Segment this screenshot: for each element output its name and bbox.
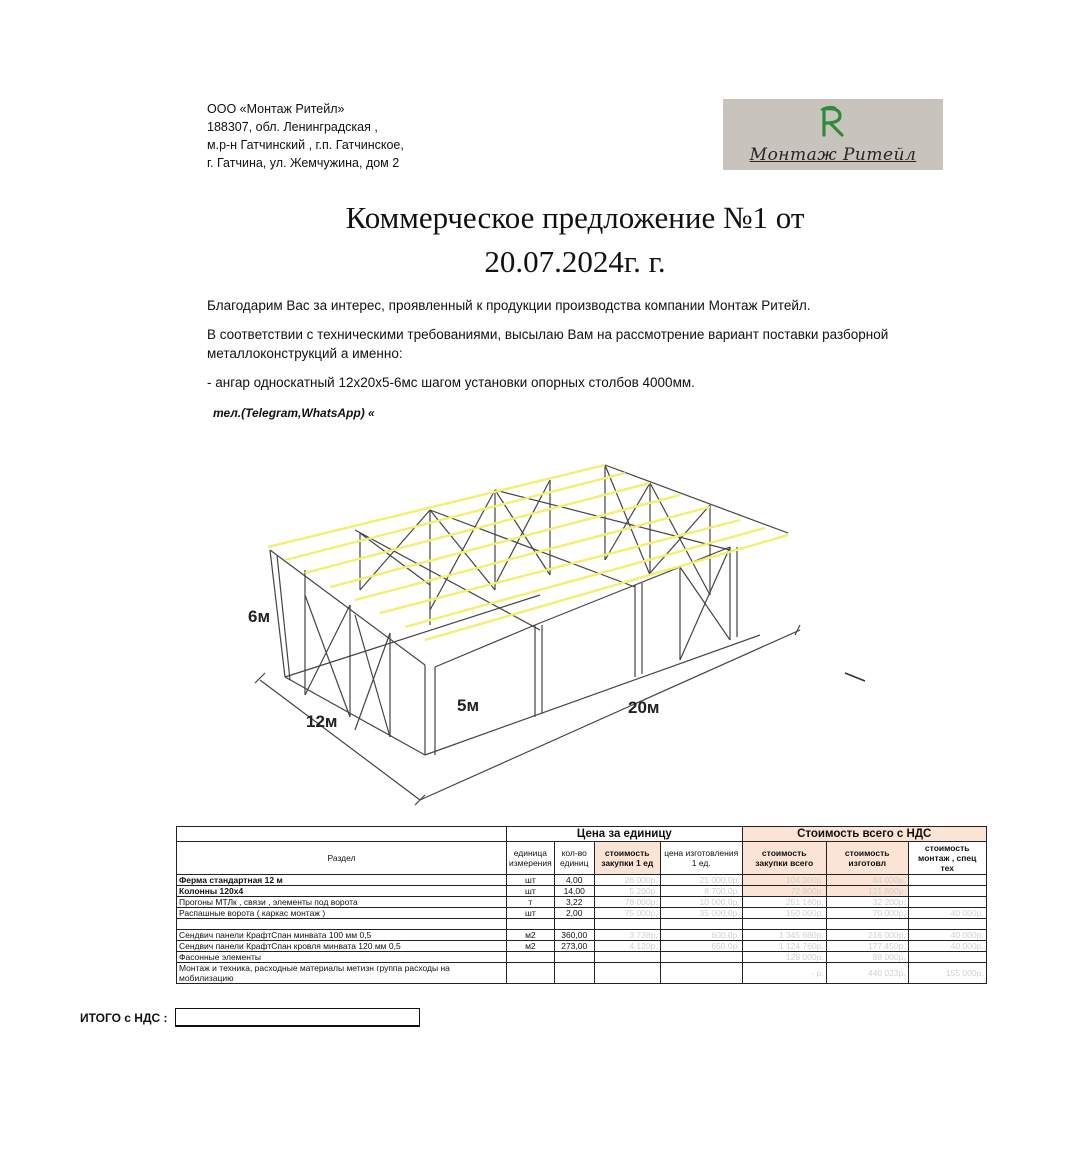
row-purchase-total-cell: - р. xyxy=(742,963,826,984)
company-address-line: г. Гатчина, ул. Жемчужина, дом 2 xyxy=(207,156,400,170)
row-qty-cell: 273,00 xyxy=(554,941,594,952)
row-purchase-total-cell: 251 160р. xyxy=(742,897,826,908)
total-value-field xyxy=(175,1008,420,1027)
table-row xyxy=(177,908,987,919)
row-manufacture-total-cell: 88 000р. xyxy=(826,952,908,963)
table-group-header xyxy=(177,827,987,842)
row-purchase-total-cell: 1 124 760р. xyxy=(742,941,826,952)
row-manufacture-total-cell: 32 200р. xyxy=(826,897,908,908)
height-high-label: 6м xyxy=(248,607,271,626)
row-name-cell: Прогоны МТЛк , связи , элементы под ворота xyxy=(177,897,507,908)
row-qty-cell: 360,00 xyxy=(554,930,594,941)
company-address-line: м.р-н Гатчинский , г.п. Гатчинское, xyxy=(207,138,404,152)
column-header-manufacture-total: стоимость изготовл xyxy=(826,842,908,875)
row-manufacture-unit-cell: 8 700,0р. xyxy=(660,886,742,897)
row-manufacture-unit-cell: 21 000,0р. xyxy=(660,875,742,886)
column-header-section: Раздел xyxy=(177,842,507,875)
table-row xyxy=(177,941,987,952)
row-purchase-unit-cell: 26 000р. xyxy=(594,875,660,886)
table-cell xyxy=(660,919,742,930)
row-purchase-total-cell: 150 000р. xyxy=(742,908,826,919)
row-name-cell: Сендвич панели КрафтСпан минвата 100 мм 0,5 xyxy=(177,930,507,941)
company-name: ООО «Монтаж Ритейл» xyxy=(207,102,345,116)
logo-brand-text: Монтаж Ритейл xyxy=(749,145,917,165)
title-date-line: 20.07.2024г. г. xyxy=(484,244,666,279)
row-unit-cell xyxy=(507,952,555,963)
table-row xyxy=(177,963,987,984)
column-header-unit: единица измерения xyxy=(507,842,555,875)
table-row xyxy=(177,875,987,886)
row-purchase-unit-cell: 5 200р. xyxy=(594,886,660,897)
row-purchase-unit-cell: 78 000р. xyxy=(594,897,660,908)
table-cell xyxy=(742,919,826,930)
row-unit-cell: шт xyxy=(507,908,555,919)
row-name-cell: Распашные ворота ( каркас монтаж ) xyxy=(177,908,507,919)
row-unit-cell xyxy=(507,963,555,984)
price-table xyxy=(176,826,987,984)
row-unit-cell: т xyxy=(507,897,555,908)
column-header-purchase-unit: стоимость закупки 1 ед xyxy=(594,842,660,875)
row-name-cell: Ферма стандартная 12 м xyxy=(177,875,507,886)
row-unit-cell: шт xyxy=(507,886,555,897)
table-cell xyxy=(507,919,555,930)
row-qty-cell xyxy=(554,952,594,963)
column-header-purchase-total: стоимость закупки всего xyxy=(742,842,826,875)
row-install-cell: 40 000р. xyxy=(908,930,986,941)
row-install-cell xyxy=(908,897,986,908)
row-install-cell xyxy=(908,875,986,886)
company-logo xyxy=(723,99,943,170)
table-row xyxy=(177,952,987,963)
item-paragraph: - ангар односкатный 12х20х5-6мс шагом установки опорных столбов 4000мм. xyxy=(207,375,695,390)
logo-r-icon xyxy=(818,105,848,139)
column-header-install: стоимость монтаж , спец тех xyxy=(908,842,986,875)
row-manufacture-total-cell: 121 800р. xyxy=(826,886,908,897)
total-group-header: Стоимость всего с НДС xyxy=(742,827,986,842)
row-manufacture-unit-cell: 35 000,0р. xyxy=(660,908,742,919)
row-install-cell: 40 000р. xyxy=(908,908,986,919)
table-cell xyxy=(594,919,660,930)
phone-contact: тел.(Telegram,WhatsApp) « xyxy=(213,406,375,420)
table-row xyxy=(177,930,987,941)
row-name-cell: Фасонные элементы xyxy=(177,952,507,963)
row-install-cell: 40 000р. xyxy=(908,941,986,952)
table-cell xyxy=(908,919,986,930)
row-name-cell: Колонны 120х4 xyxy=(177,886,507,897)
row-install-cell xyxy=(908,886,986,897)
hangar-drawing xyxy=(240,455,880,815)
row-install-cell: 155 000р. xyxy=(908,963,986,984)
row-install-cell xyxy=(908,952,986,963)
row-manufacture-unit-cell: 650,0р. xyxy=(660,941,742,952)
row-manufacture-total-cell: 440 023р. xyxy=(826,963,908,984)
column-header-qty: кол-во единиц xyxy=(554,842,594,875)
length-label: 20м xyxy=(628,698,660,717)
total-label: ИТОГО с НДС : xyxy=(80,1011,168,1025)
row-purchase-unit-cell xyxy=(594,963,660,984)
company-address xyxy=(207,100,404,172)
row-purchase-total-cell: 104 000р. xyxy=(742,875,826,886)
row-manufacture-total-cell: 70 000р. xyxy=(826,908,908,919)
height-low-label: 5м xyxy=(457,696,480,715)
row-manufacture-unit-cell xyxy=(660,963,742,984)
table-column-header xyxy=(177,842,987,875)
table-row xyxy=(177,886,987,897)
table-spacer-row xyxy=(177,919,987,930)
width-label: 12м xyxy=(306,712,338,731)
company-address-line: 188307, обл. Ленинградская , xyxy=(207,120,378,134)
table-cell xyxy=(554,919,594,930)
row-purchase-unit-cell: 75 000р. xyxy=(594,908,660,919)
row-purchase-total-cell: 1 345 680р. xyxy=(742,930,826,941)
row-qty-cell: 2,00 xyxy=(554,908,594,919)
row-unit-cell: шт xyxy=(507,875,555,886)
table-cell xyxy=(177,919,507,930)
row-qty-cell: 14,00 xyxy=(554,886,594,897)
unit-price-group-header: Цена за единицу xyxy=(507,827,743,842)
thanks-paragraph: Благодарим Вас за интерес, проявленный к продукции производства компании Монтаж Ритейл. xyxy=(207,298,811,313)
row-name-cell: Монтаж и техника, расходные материалы метизн группа расходы на мобилизацию xyxy=(177,963,507,984)
table-row xyxy=(177,897,987,908)
row-purchase-unit-cell xyxy=(594,952,660,963)
row-manufacture-total-cell: 177 450р. xyxy=(826,941,908,952)
row-unit-cell: м2 xyxy=(507,930,555,941)
row-qty-cell xyxy=(554,963,594,984)
row-unit-cell: м2 xyxy=(507,941,555,952)
row-qty-cell: 3,22 xyxy=(554,897,594,908)
row-name-cell: Сендвич панели КрафтСпан кровля минвата 120 мм 0,5 xyxy=(177,941,507,952)
row-manufacture-total-cell: 84 000р. xyxy=(826,875,908,886)
row-purchase-total-cell: 128 000р. xyxy=(742,952,826,963)
row-manufacture-unit-cell: 10 000,0р. xyxy=(660,897,742,908)
row-manufacture-unit-cell xyxy=(660,952,742,963)
offer-paragraph: В соответствии с техническими требованиями, высылаю Вам на рассмотрение вариант поставки разборной металлоконструкций а именно: xyxy=(207,327,889,361)
row-manufacture-unit-cell: 600,0р. xyxy=(660,930,742,941)
row-purchase-total-cell: 72 800р. xyxy=(742,886,826,897)
row-qty-cell: 4,00 xyxy=(554,875,594,886)
row-purchase-unit-cell: 4 120р. xyxy=(594,941,660,952)
row-purchase-unit-cell: 3 738р. xyxy=(594,930,660,941)
title-line: Коммерческое предложение №1 от xyxy=(345,200,805,235)
table-cell xyxy=(826,919,908,930)
document-title xyxy=(0,196,1076,284)
column-header-manufacture-unit: цена изготовления 1 ед. xyxy=(660,842,742,875)
row-manufacture-total-cell: 216 000р. xyxy=(826,930,908,941)
